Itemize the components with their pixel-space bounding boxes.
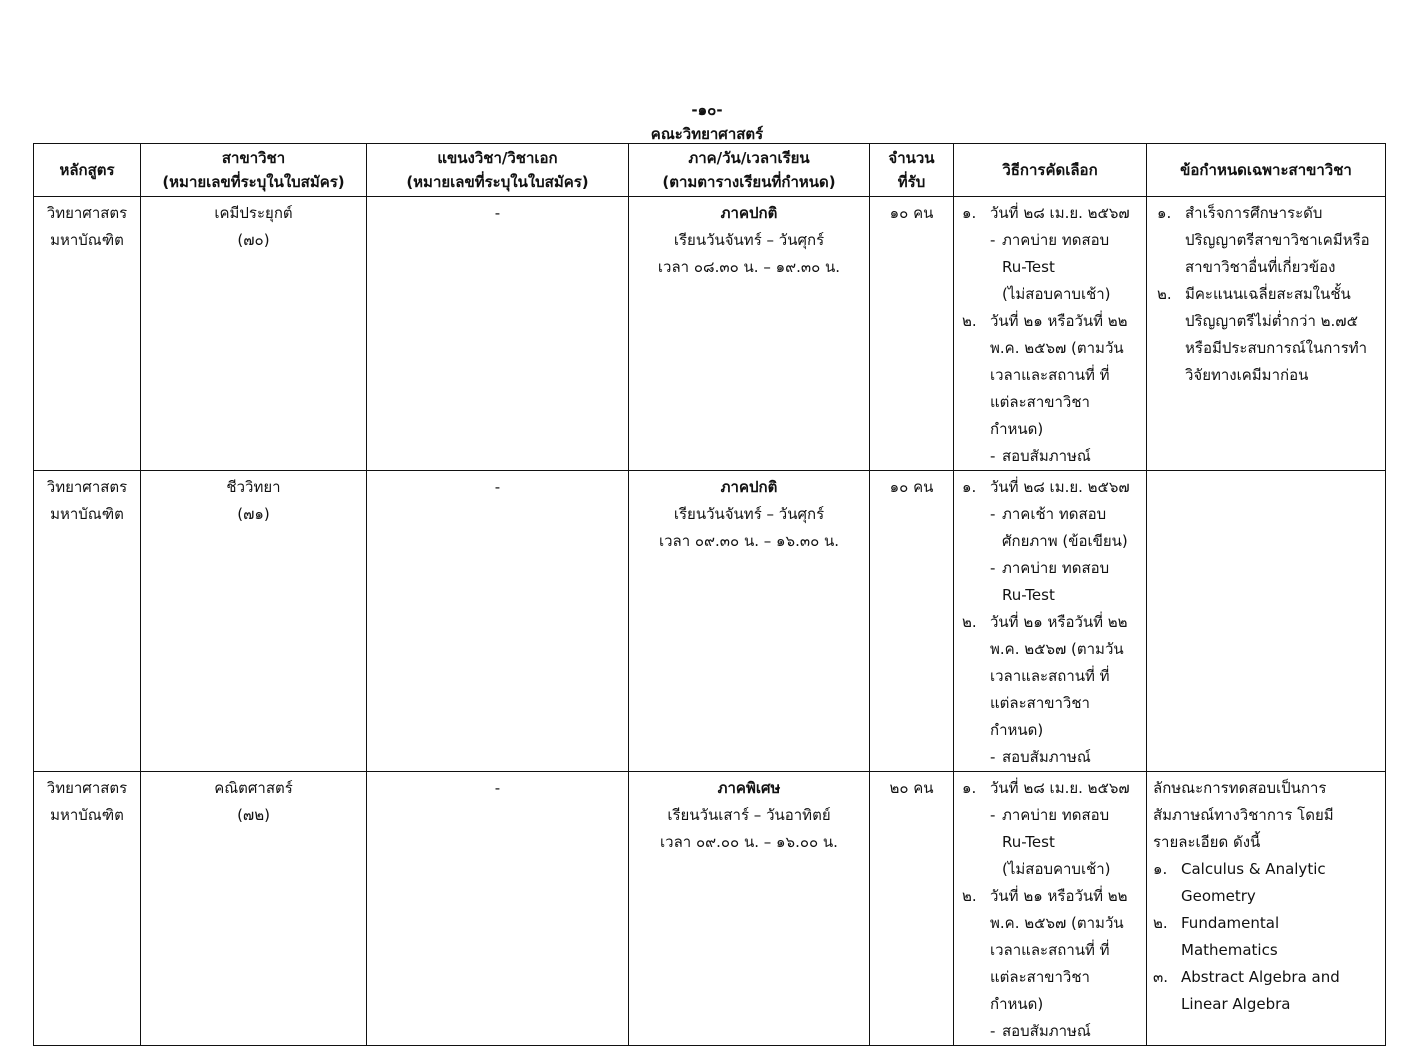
header-course: หลักสูตร [34, 144, 141, 197]
faculty-title: คณะวิทยาศาสตร์ [650, 125, 764, 143]
track-cell: - [367, 471, 629, 772]
requirements-cell [1147, 471, 1386, 772]
track-cell: - [367, 197, 629, 471]
selection-cell: ๑. วันที่ ๒๘ เม.ย. ๒๕๖๗ - ภาคบ่าย ทดสอบ Ru-Test (ไม่สอบคาบเช้า) ๒. วันที่ ๒๑ หรือวันที่ ๒๒ พ.ค. ๒๕๖๗ (ตามวัน เวลาและสถานที่ ที่ แต่ละสาขาวิชากำหนด) - สอบสัมภาษณ์ [954, 197, 1147, 471]
header-seats: จำนวน ที่รับ [870, 144, 954, 197]
seats-cell: ๑๐ คน [870, 197, 954, 471]
course-cell: วิทยาศาสตร มหาบัณฑิต [34, 197, 141, 471]
course-cell: วิทยาศาสตร มหาบัณฑิต [34, 471, 141, 772]
header-selection: วิธีการคัดเลือก [954, 144, 1147, 197]
major-cell: เคมีประยุกต์ (๗๐) [141, 197, 367, 471]
selection-cell: ๑. วันที่ ๒๘ เม.ย. ๒๕๖๗ - ภาคบ่าย ทดสอบ Ru-Test (ไม่สอบคาบเช้า) ๒. วันที่ ๒๑ หรือวันที่ ๒๒ พ.ค. ๒๕๖๗ (ตามวัน เวลาและสถานที่ ที่ แต่ละสาขาวิชากำหนด) - สอบสัมภาษณ์ [954, 772, 1147, 1046]
requirements-cell: ลักษณะการทดสอบเป็นการ สัมภาษณ์ทางวิชาการ โดยมี รายละเอียด ดังนี้ ๑. Calculus & Analytic Geometry ๒. Fundamental Mathematics ๓. Abstract Algebra and Linear Algebra [1147, 772, 1386, 1046]
table-row [34, 772, 1386, 1046]
admission-table [33, 143, 1386, 1046]
major-cell: ชีววิทยา (๗๑) [141, 471, 367, 772]
page-number: -๑๐- [691, 101, 723, 119]
header-schedule: ภาค/วัน/เวลาเรียน (ตามตารางเรียนที่กำหนด) [629, 144, 870, 197]
header-row [34, 144, 1386, 197]
selection-cell: ๑. วันที่ ๒๘ เม.ย. ๒๕๖๗ - ภาคเช้า ทดสอบ ศักยภาพ (ข้อเขียน) - ภาคบ่าย ทดสอบ Ru-Test ๒. วันที่ ๒๑ หรือวันที่ ๒๒ พ.ค. ๒๕๖๗ (ตามวัน เวลาและสถานที่ ที่ แต่ละสาขาวิชากำหนด) - สอบสัมภาษณ์ [954, 471, 1147, 772]
header-major: สาขาวิชา (หมายเลขที่ระบุในใบสมัคร) [141, 144, 367, 197]
major-cell: คณิตศาสตร์ (๗๒) [141, 772, 367, 1046]
seats-cell: ๑๐ คน [870, 471, 954, 772]
header-requirements: ข้อกำหนดเฉพาะสาขาวิชา [1147, 144, 1386, 197]
table-row [34, 471, 1386, 772]
header-track: แขนงวิชา/วิชาเอก (หมายเลขที่ระบุในใบสมัคร) [367, 144, 629, 197]
schedule-cell: ภาคปกติ เรียนวันจันทร์ – วันศุกร์ เวลา ๐๙.๓๐ น. – ๑๖.๓๐ น. [629, 471, 870, 772]
requirements-cell: ๑. สำเร็จการศึกษาระดับ ปริญญาตรีสาขาวิชาเคมีหรือ สาขาวิชาอื่นที่เกี่ยวข้อง ๒. มีคะแนนเฉลี่ยสะสมในชั้น ปริญญาตรีไม่ต่ำกว่า ๒.๗๕ หรือมีประสบการณ์ในการทำ วิจัยทางเคมีมาก่อน [1147, 197, 1386, 471]
course-cell: วิทยาศาสตร มหาบัณฑิต [34, 772, 141, 1046]
schedule-cell: ภาคพิเศษ เรียนวันเสาร์ – วันอาทิตย์ เวลา ๐๙.๐๐ น. – ๑๖.๐๐ น. [629, 772, 870, 1046]
table-row [34, 197, 1386, 471]
schedule-cell: ภาคปกติ เรียนวันจันทร์ – วันศุกร์ เวลา ๐๘.๓๐ น. – ๑๙.๓๐ น. [629, 197, 870, 471]
seats-cell: ๒๐ คน [870, 772, 954, 1046]
track-cell: - [367, 772, 629, 1046]
